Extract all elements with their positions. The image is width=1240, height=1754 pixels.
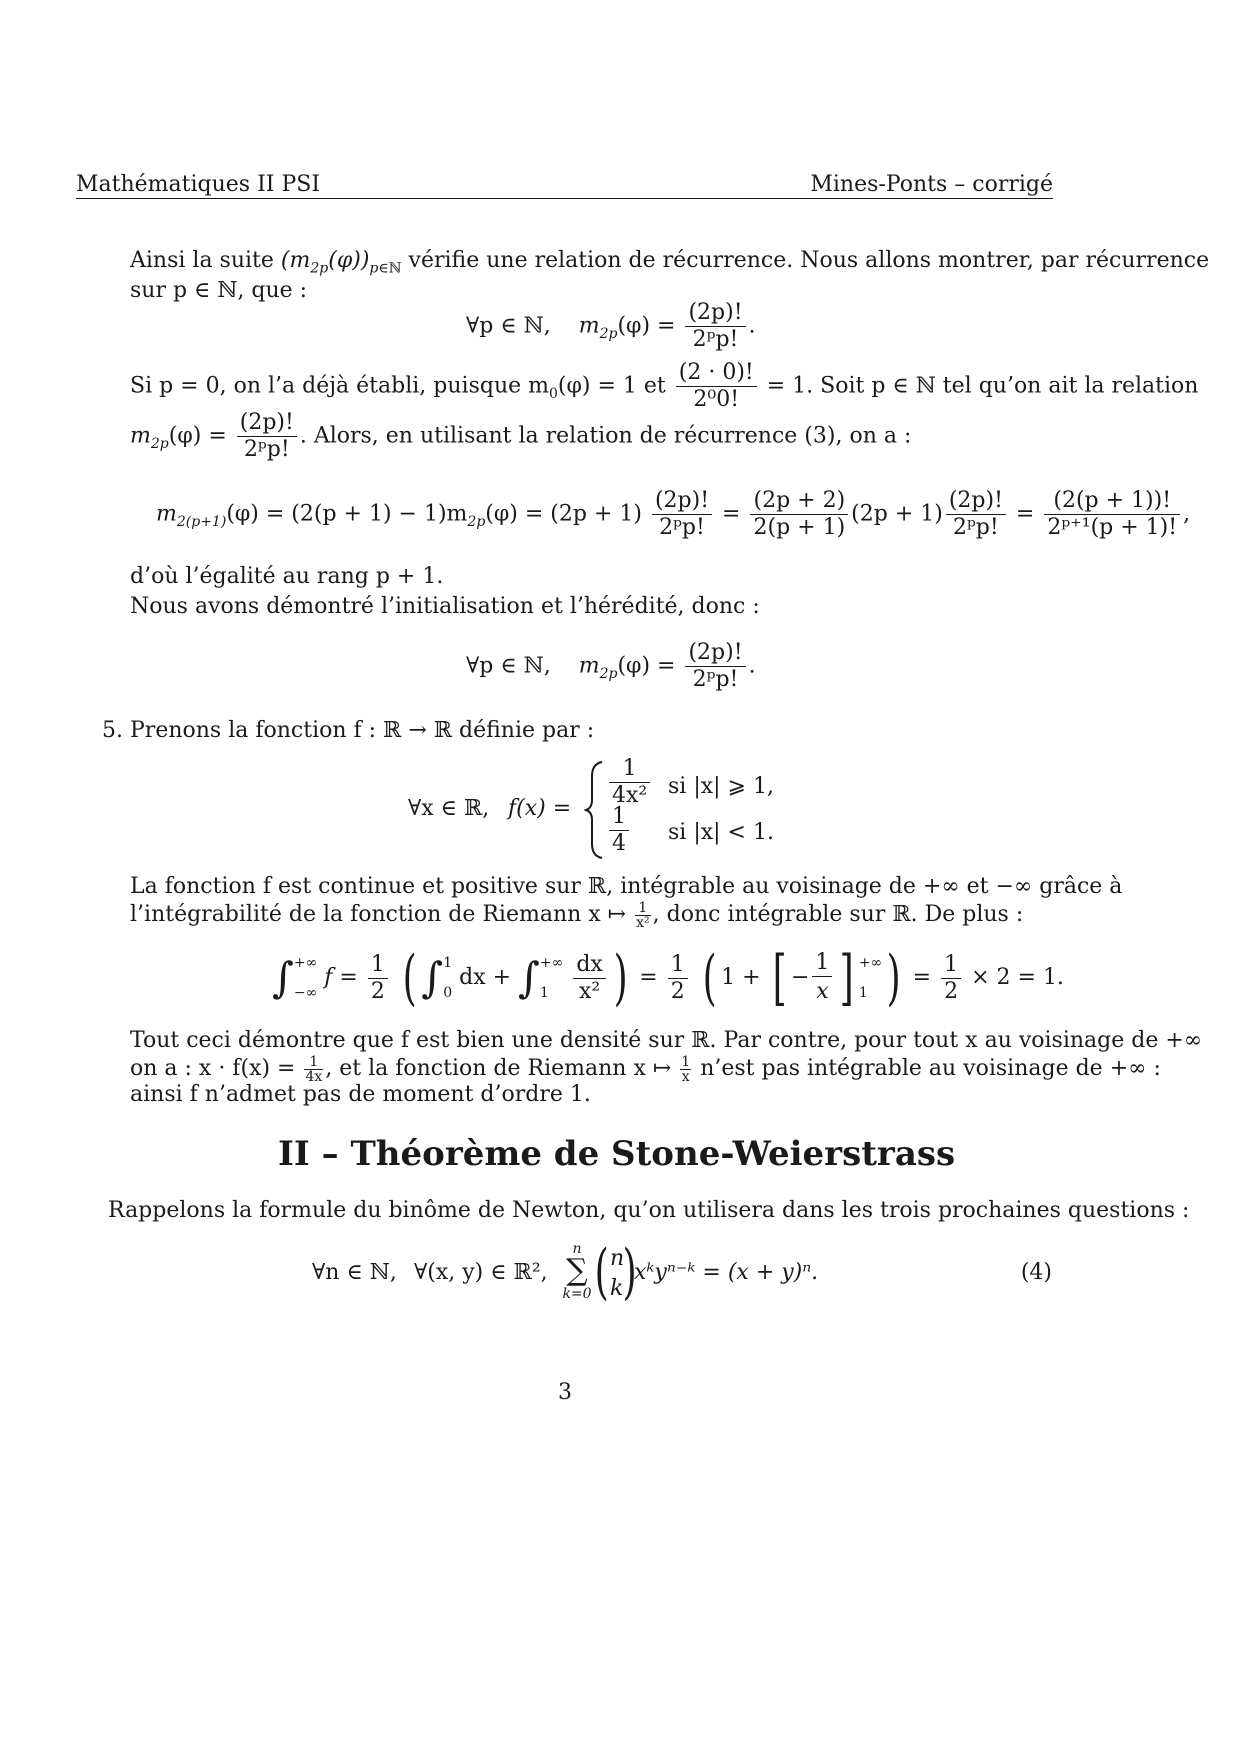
- quantifier: ∀x ∈ ℝ,: [408, 796, 490, 821]
- denominator: 2(p + 1): [753, 515, 846, 540]
- text-fragment: l’intégrabilité de la fonction de Riemann x ↦: [130, 902, 627, 927]
- text-fragment: , donc intégrable sur ℝ. De plus :: [652, 902, 1024, 927]
- right-paren: ): [613, 943, 628, 1013]
- punct: .: [748, 653, 756, 679]
- math-text: =: [912, 965, 932, 990]
- text-fragment: (φ) = 1 et: [557, 373, 666, 399]
- denominator: 4x²: [612, 783, 648, 808]
- left-bracket: [: [772, 943, 787, 1013]
- small-fraction: [635, 901, 651, 930]
- math-subscript: 2p: [599, 325, 618, 342]
- upper-limit: +∞: [293, 955, 318, 971]
- left-paren: (: [594, 1237, 609, 1307]
- header-rule: [76, 198, 1053, 199]
- denominator: 4x: [305, 1068, 323, 1085]
- denominator: x²: [578, 978, 601, 1004]
- math-text: =: [639, 965, 658, 990]
- paragraph-line: Tout ceci démontre que f est bien une densité sur ℝ. Par contre, pour tout x au voisinage de +∞: [130, 1028, 1203, 1053]
- math-subscript: 2p: [599, 665, 618, 682]
- numerator: 1: [941, 952, 961, 979]
- page-number: 3: [558, 1380, 572, 1405]
- bracket-limits: [859, 955, 882, 1001]
- small-fraction: [680, 1055, 691, 1084]
- case-condition: si |x| ⩾ 1,: [668, 774, 774, 799]
- equation-claim: [466, 300, 756, 353]
- denominator: 2ᵖ⁺¹(p + 1)!: [1047, 515, 1178, 540]
- fraction: [668, 952, 688, 1005]
- text-fragment: on a : x · f(x) =: [130, 1056, 296, 1081]
- integral-sign: ∫: [421, 953, 444, 1002]
- equation-conclusion: [466, 640, 756, 693]
- fraction: [676, 360, 757, 413]
- numerator: 1: [812, 950, 832, 977]
- fraction: [237, 410, 297, 463]
- math-text: (φ) =: [168, 423, 227, 449]
- running-header-left: Mathématiques II PSI: [76, 172, 321, 197]
- text-fragment: , et la fonction de Riemann x ↦: [325, 1056, 672, 1081]
- text-fragment: = 1. Soit p ∈ ℕ tel qu’on ait la relation: [766, 373, 1199, 399]
- upper-limit: +∞: [539, 955, 564, 971]
- denominator: 2ᵖp!: [659, 515, 705, 540]
- denominator: 2: [944, 978, 959, 1004]
- fraction: [750, 488, 848, 541]
- lower-limit: 1: [858, 985, 868, 1001]
- numerator: 1: [681, 1053, 691, 1070]
- case-condition: si |x| < 1.: [668, 820, 774, 845]
- numerator: (2p + 2): [750, 488, 848, 515]
- math-subscript: 2(p+1): [176, 513, 227, 530]
- math-text: xᵏyⁿ⁻ᵏ = (x + y)ⁿ.: [634, 1260, 819, 1285]
- sum-lower: k=0: [562, 1286, 592, 1302]
- fraction: [685, 640, 745, 693]
- lower-limit: 0: [443, 985, 453, 1001]
- numerator: dx: [573, 952, 606, 979]
- denominator: 2: [670, 978, 685, 1004]
- right-paren: ): [886, 943, 901, 1013]
- numerator: 1: [368, 952, 388, 979]
- lower-limit: −∞: [293, 985, 318, 1001]
- math-text: × 2 = 1.: [971, 965, 1064, 990]
- numerator: 1: [668, 952, 688, 979]
- denominator: 2ᵖp!: [953, 515, 999, 540]
- running-header-right: Mines-Ponts – corrigé: [810, 172, 1053, 197]
- list-item-number: 5.: [102, 718, 123, 743]
- integral-limits: [540, 955, 563, 1001]
- math-symbol: m: [130, 423, 151, 449]
- integral-limits: [443, 955, 452, 1001]
- denominator: 2ᵖp!: [692, 327, 739, 352]
- math-text: (2p + 1): [851, 501, 943, 527]
- lower-limit: 1: [539, 985, 549, 1001]
- numerator: (2p)!: [946, 488, 1006, 515]
- equation-integral: [272, 943, 1064, 1013]
- numerator: 1: [609, 804, 629, 831]
- math-symbol: m: [578, 313, 600, 339]
- sum-operator: [562, 1242, 592, 1302]
- equation-label: (4): [1020, 1260, 1052, 1285]
- binom-top: n: [610, 1246, 625, 1271]
- numerator: 1: [635, 901, 651, 916]
- math-text: =: [722, 501, 741, 527]
- math-suite: $(m_{2p}(\varphi))_{p\in ℕ}$: [280, 248, 402, 277]
- math-text: −: [790, 965, 810, 990]
- fraction: [685, 300, 745, 353]
- fraction-case1: [609, 756, 650, 809]
- denominator: x: [681, 1068, 690, 1085]
- denominator: 2: [370, 978, 385, 1004]
- numerator: 1: [609, 756, 650, 783]
- quantifier: ∀n ∈ ℕ,: [312, 1260, 397, 1285]
- denominator: x: [816, 978, 829, 1004]
- quantifier: ∀p ∈ ℕ,: [466, 313, 551, 339]
- math-symbol: m: [578, 653, 600, 679]
- list-item-text: Prenons la fonction f : ℝ → ℝ définie par :: [130, 718, 595, 743]
- fraction: [946, 488, 1006, 541]
- math-subscript: 2p: [467, 513, 486, 530]
- numerator: 1: [304, 1055, 323, 1070]
- fraction-case2: [609, 804, 629, 857]
- denominator: 2ᵖp!: [243, 437, 290, 462]
- math-subscript: 0: [549, 385, 558, 402]
- math-text: f(x) =: [508, 796, 572, 821]
- numerator: (2p)!: [685, 640, 745, 667]
- quantifier: ∀(x, y) ∈ ℝ²,: [414, 1260, 548, 1285]
- integral-sign: ∫: [272, 953, 294, 1002]
- denominator: x²: [636, 914, 650, 931]
- fraction: [368, 952, 388, 1005]
- numerator: (2p)!: [237, 410, 297, 437]
- left-paren: (: [702, 943, 717, 1013]
- math-text: 1 +: [721, 965, 761, 990]
- left-paren: (: [402, 943, 417, 1013]
- paragraph-line: [130, 900, 1023, 930]
- punct: .: [748, 313, 756, 339]
- math-text: (φ) =: [617, 653, 676, 679]
- math-text: dx +: [459, 965, 512, 990]
- binom-bottom: k: [610, 1276, 624, 1301]
- integral-limits: [294, 955, 317, 1001]
- math-text: f =: [324, 965, 358, 990]
- math-symbol: m: [156, 501, 177, 527]
- left-brace: [584, 760, 606, 860]
- paragraph-initialisation: [130, 360, 1198, 413]
- upper-limit: 1: [443, 955, 453, 971]
- paragraph-line: sur p ∈ ℕ, que :: [130, 278, 308, 303]
- paragraph-line: d’où l’égalité au rang p + 1.: [130, 564, 444, 589]
- math-text: (φ) = (2(p + 1) − 1)m: [226, 501, 468, 527]
- paragraph-line: ainsi f n’admet pas de moment d’ordre 1.: [130, 1082, 591, 1107]
- right-paren: ): [622, 1237, 637, 1307]
- right-bracket: ]: [840, 943, 855, 1013]
- integral-sign: ∫: [518, 953, 540, 1002]
- math-text: (φ) =: [617, 313, 676, 339]
- sum-upper: n: [572, 1241, 582, 1257]
- sigma-icon: ∑: [566, 1253, 588, 1288]
- text-fragment: vérifie une relation de récurrence. Nous allons montrer, par récurrence: [408, 248, 1210, 273]
- text-fragment: . Alors, en utilisant la relation de récurrence (3), on a :: [299, 423, 912, 449]
- paragraph-line: Rappelons la formule du binôme de Newton, qu’on utilisera dans les trois prochaines questions :: [108, 1198, 1190, 1223]
- numerator: (2p)!: [685, 300, 745, 327]
- numerator: (2(p + 1))!: [1044, 488, 1180, 515]
- fraction: [652, 488, 712, 541]
- fraction: [1044, 488, 1180, 541]
- quantifier: ∀p ∈ ℕ,: [466, 653, 551, 679]
- upper-limit: +∞: [858, 955, 883, 971]
- paragraph-line: Nous avons démontré l’initialisation et l’hérédité, donc :: [130, 594, 760, 619]
- math-subscript: 2p: [150, 435, 169, 452]
- paragraph-heredite: [130, 410, 911, 463]
- denominator: 4: [612, 831, 626, 856]
- text-fragment: n’est pas intégrable au voisinage de +∞ :: [700, 1056, 1161, 1081]
- equation-recurrence-step: [156, 488, 1190, 541]
- fraction: [812, 950, 832, 1007]
- text-fragment: Ainsi la suite: [130, 248, 274, 273]
- math-text: =: [1015, 501, 1035, 527]
- denominator: 2⁰0!: [693, 387, 740, 412]
- punct: ,: [1183, 501, 1191, 527]
- denominator: 2ᵖp!: [692, 667, 739, 692]
- section-title: II – Théorème de Stone-Weierstrass: [278, 1134, 956, 1174]
- paragraph-line: La fonction f est continue et positive sur ℝ, intégrable au voisinage de +∞ et −∞ grâce à: [130, 874, 1123, 899]
- numerator: (2p)!: [652, 488, 712, 515]
- math-text: (φ) = (2p + 1): [485, 501, 642, 527]
- numerator: (2 · 0)!: [676, 360, 757, 387]
- fraction: [573, 952, 606, 1005]
- text-fragment: Si p = 0, on l’a déjà établi, puisque m: [130, 373, 549, 399]
- fraction: [941, 952, 961, 1005]
